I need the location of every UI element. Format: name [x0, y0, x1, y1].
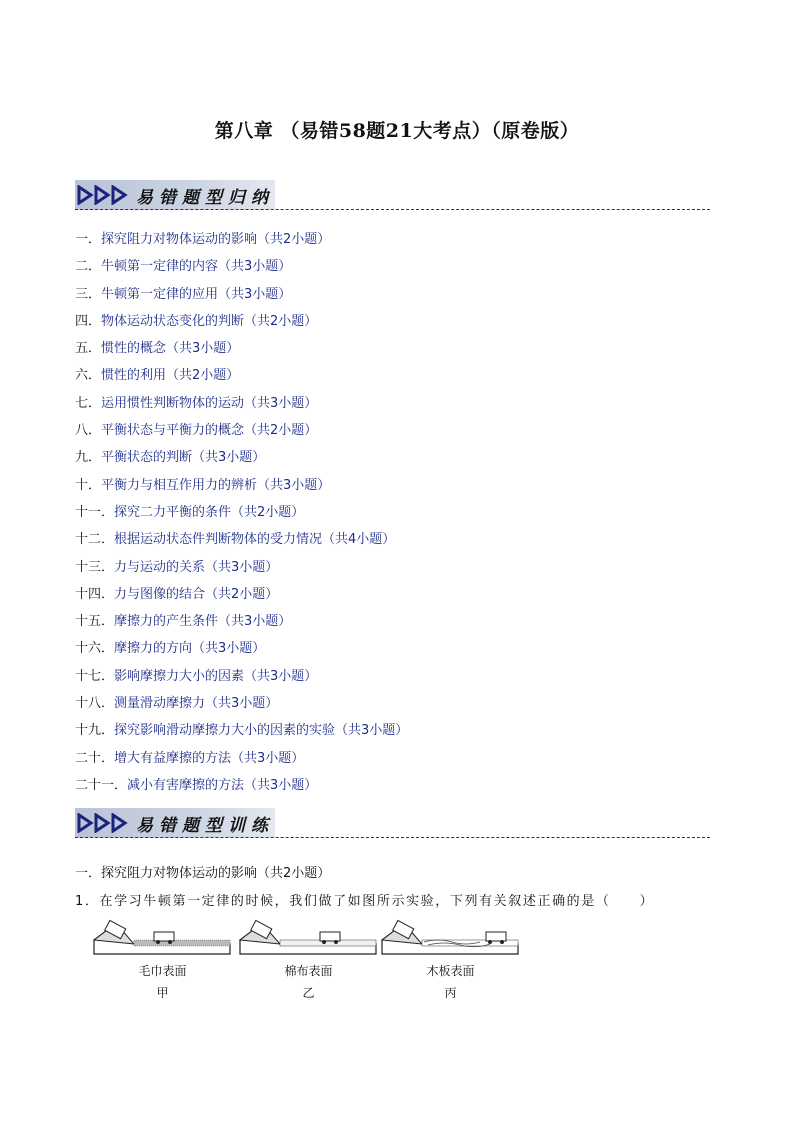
- topic-list-item[interactable]: [75, 558, 408, 585]
- topic-link[interactable]: 探究影响滑动摩擦力大小的因素的实验（共3小题）: [114, 723, 409, 739]
- triple-chevron-icon: [77, 813, 128, 833]
- ramp-cart-wood-image: [378, 918, 523, 960]
- topic-list-item[interactable]: [75, 230, 408, 257]
- topic-number: 四．: [75, 313, 102, 329]
- topic-list-item[interactable]: [75, 503, 408, 530]
- topic-link[interactable]: 运用惯性判断物体的运动（共3小题）: [101, 395, 318, 411]
- topic-number: 七．: [75, 395, 102, 411]
- topic-link[interactable]: 力与运动的关系（共3小题）: [114, 559, 279, 575]
- topic-link[interactable]: 增大有益摩擦的方法（共3小题）: [114, 750, 305, 766]
- ramp-cart-towel-image: [90, 918, 235, 960]
- topic-list-item[interactable]: [75, 448, 408, 475]
- topic-link[interactable]: 惯性的利用（共2小题）: [101, 368, 240, 384]
- topic-link[interactable]: 牛顿第一定律的应用（共3小题）: [101, 286, 292, 302]
- topic-list-item[interactable]: [75, 639, 408, 666]
- topic-link[interactable]: 平衡状态与平衡力的概念（共2小题）: [101, 423, 318, 439]
- topic-heading: 一．探究阻力对物体运动的影响（共2小题）: [75, 866, 331, 881]
- topic-number: 二十一．: [75, 777, 128, 793]
- topic-list-item[interactable]: [75, 285, 408, 312]
- topic-list-item[interactable]: [75, 667, 408, 694]
- topic-number: 八．: [75, 423, 102, 439]
- topic-link[interactable]: 摩擦力的方向（共3小题）: [114, 641, 266, 657]
- topic-link[interactable]: 减小有害摩擦的方法（共3小题）: [127, 777, 318, 793]
- topic-number: 十五．: [75, 614, 115, 630]
- topic-link[interactable]: 力与图像的结合（共2小题）: [114, 586, 279, 602]
- section-title: 易错题型归纳: [136, 187, 274, 208]
- topic-number: 十．: [75, 477, 102, 493]
- topic-link[interactable]: 探究阻力对物体运动的影响（共2小题）: [101, 232, 331, 247]
- topic-list-item[interactable]: [75, 585, 408, 612]
- section-banner-training: [75, 808, 710, 842]
- topic-number: 六．: [75, 368, 102, 384]
- topic-list-item[interactable]: [75, 394, 408, 421]
- topic-number: 三．: [75, 286, 102, 302]
- topic-link[interactable]: 测量滑动摩擦力（共3小题）: [114, 696, 279, 712]
- section-title: 易错题型训练: [136, 815, 274, 836]
- topic-number: 十一．: [75, 504, 115, 520]
- figure-label: 丙: [444, 986, 457, 1000]
- dashed-divider: [75, 209, 710, 210]
- topic-link[interactable]: 惯性的概念（共3小题）: [101, 341, 240, 357]
- figure-cotton-surface: [236, 918, 381, 1008]
- topic-number: 十三．: [75, 559, 115, 575]
- topic-link[interactable]: 牛顿第一定律的内容（共3小题）: [101, 259, 292, 275]
- banner-box: [75, 808, 275, 838]
- surface-label: 木板表面: [426, 964, 475, 978]
- figure-towel-surface: [90, 918, 235, 1008]
- topic-list-item[interactable]: [75, 749, 408, 776]
- topic-list-item[interactable]: [75, 312, 408, 339]
- topic-number: 一．: [75, 232, 102, 247]
- figure-label: 甲: [156, 986, 169, 1000]
- banner-box: [75, 180, 275, 210]
- topic-list-item[interactable]: [75, 612, 408, 639]
- topic-list: [75, 230, 408, 803]
- topic-number: 二十．: [75, 750, 115, 766]
- dashed-divider: [75, 837, 710, 838]
- topic-list-item[interactable]: [75, 366, 408, 393]
- topic-link[interactable]: 平衡力与相互作用力的辨析（共3小题）: [101, 477, 331, 493]
- surface-label: 棉布表面: [284, 964, 333, 978]
- ramp-cart-cotton-image: [236, 918, 381, 960]
- triple-chevron-icon: [77, 185, 128, 205]
- topic-number: 十九．: [75, 723, 115, 739]
- topic-list-item[interactable]: [75, 721, 408, 748]
- topic-list-item[interactable]: [75, 530, 408, 557]
- topic-link[interactable]: 探究二力平衡的条件（共2小题）: [114, 504, 305, 520]
- topic-number: 五．: [75, 341, 102, 357]
- surface-label: 毛巾表面: [138, 964, 187, 978]
- question-text: 1．在学习牛顿第一定律的时候，我们做了如图所示实验，下列有关叙述正确的是（ ）: [75, 894, 655, 909]
- topic-list-item[interactable]: [75, 257, 408, 284]
- topic-number: 十四．: [75, 586, 115, 602]
- topic-list-item[interactable]: [75, 776, 408, 803]
- topic-number: 十六．: [75, 641, 115, 657]
- topic-number: 九．: [75, 450, 102, 466]
- topic-list-item[interactable]: [75, 694, 408, 721]
- section-banner-summary: [75, 180, 710, 214]
- topic-link[interactable]: 摩擦力的产生条件（共3小题）: [114, 614, 292, 630]
- figure-wood-surface: [378, 918, 523, 1008]
- topic-link[interactable]: 影响摩擦力大小的因素（共3小题）: [114, 668, 318, 684]
- topic-link[interactable]: 平衡状态的判断（共3小题）: [101, 450, 266, 466]
- topic-link[interactable]: 根据运动状态件判断物体的受力情况（共4小题）: [114, 532, 396, 548]
- topic-number: 十七．: [75, 668, 115, 684]
- topic-number: 十二．: [75, 532, 115, 548]
- topic-link[interactable]: 物体运动状态变化的判断（共2小题）: [101, 313, 318, 329]
- page-title: 第八章 （易错58题21大考点）（原卷版）: [214, 120, 580, 142]
- topic-list-item[interactable]: [75, 476, 408, 503]
- topic-number: 二．: [75, 259, 102, 275]
- topic-number: 十八．: [75, 696, 115, 712]
- topic-list-item[interactable]: [75, 421, 408, 448]
- topic-list-item[interactable]: [75, 339, 408, 366]
- figure-label: 乙: [302, 986, 315, 1000]
